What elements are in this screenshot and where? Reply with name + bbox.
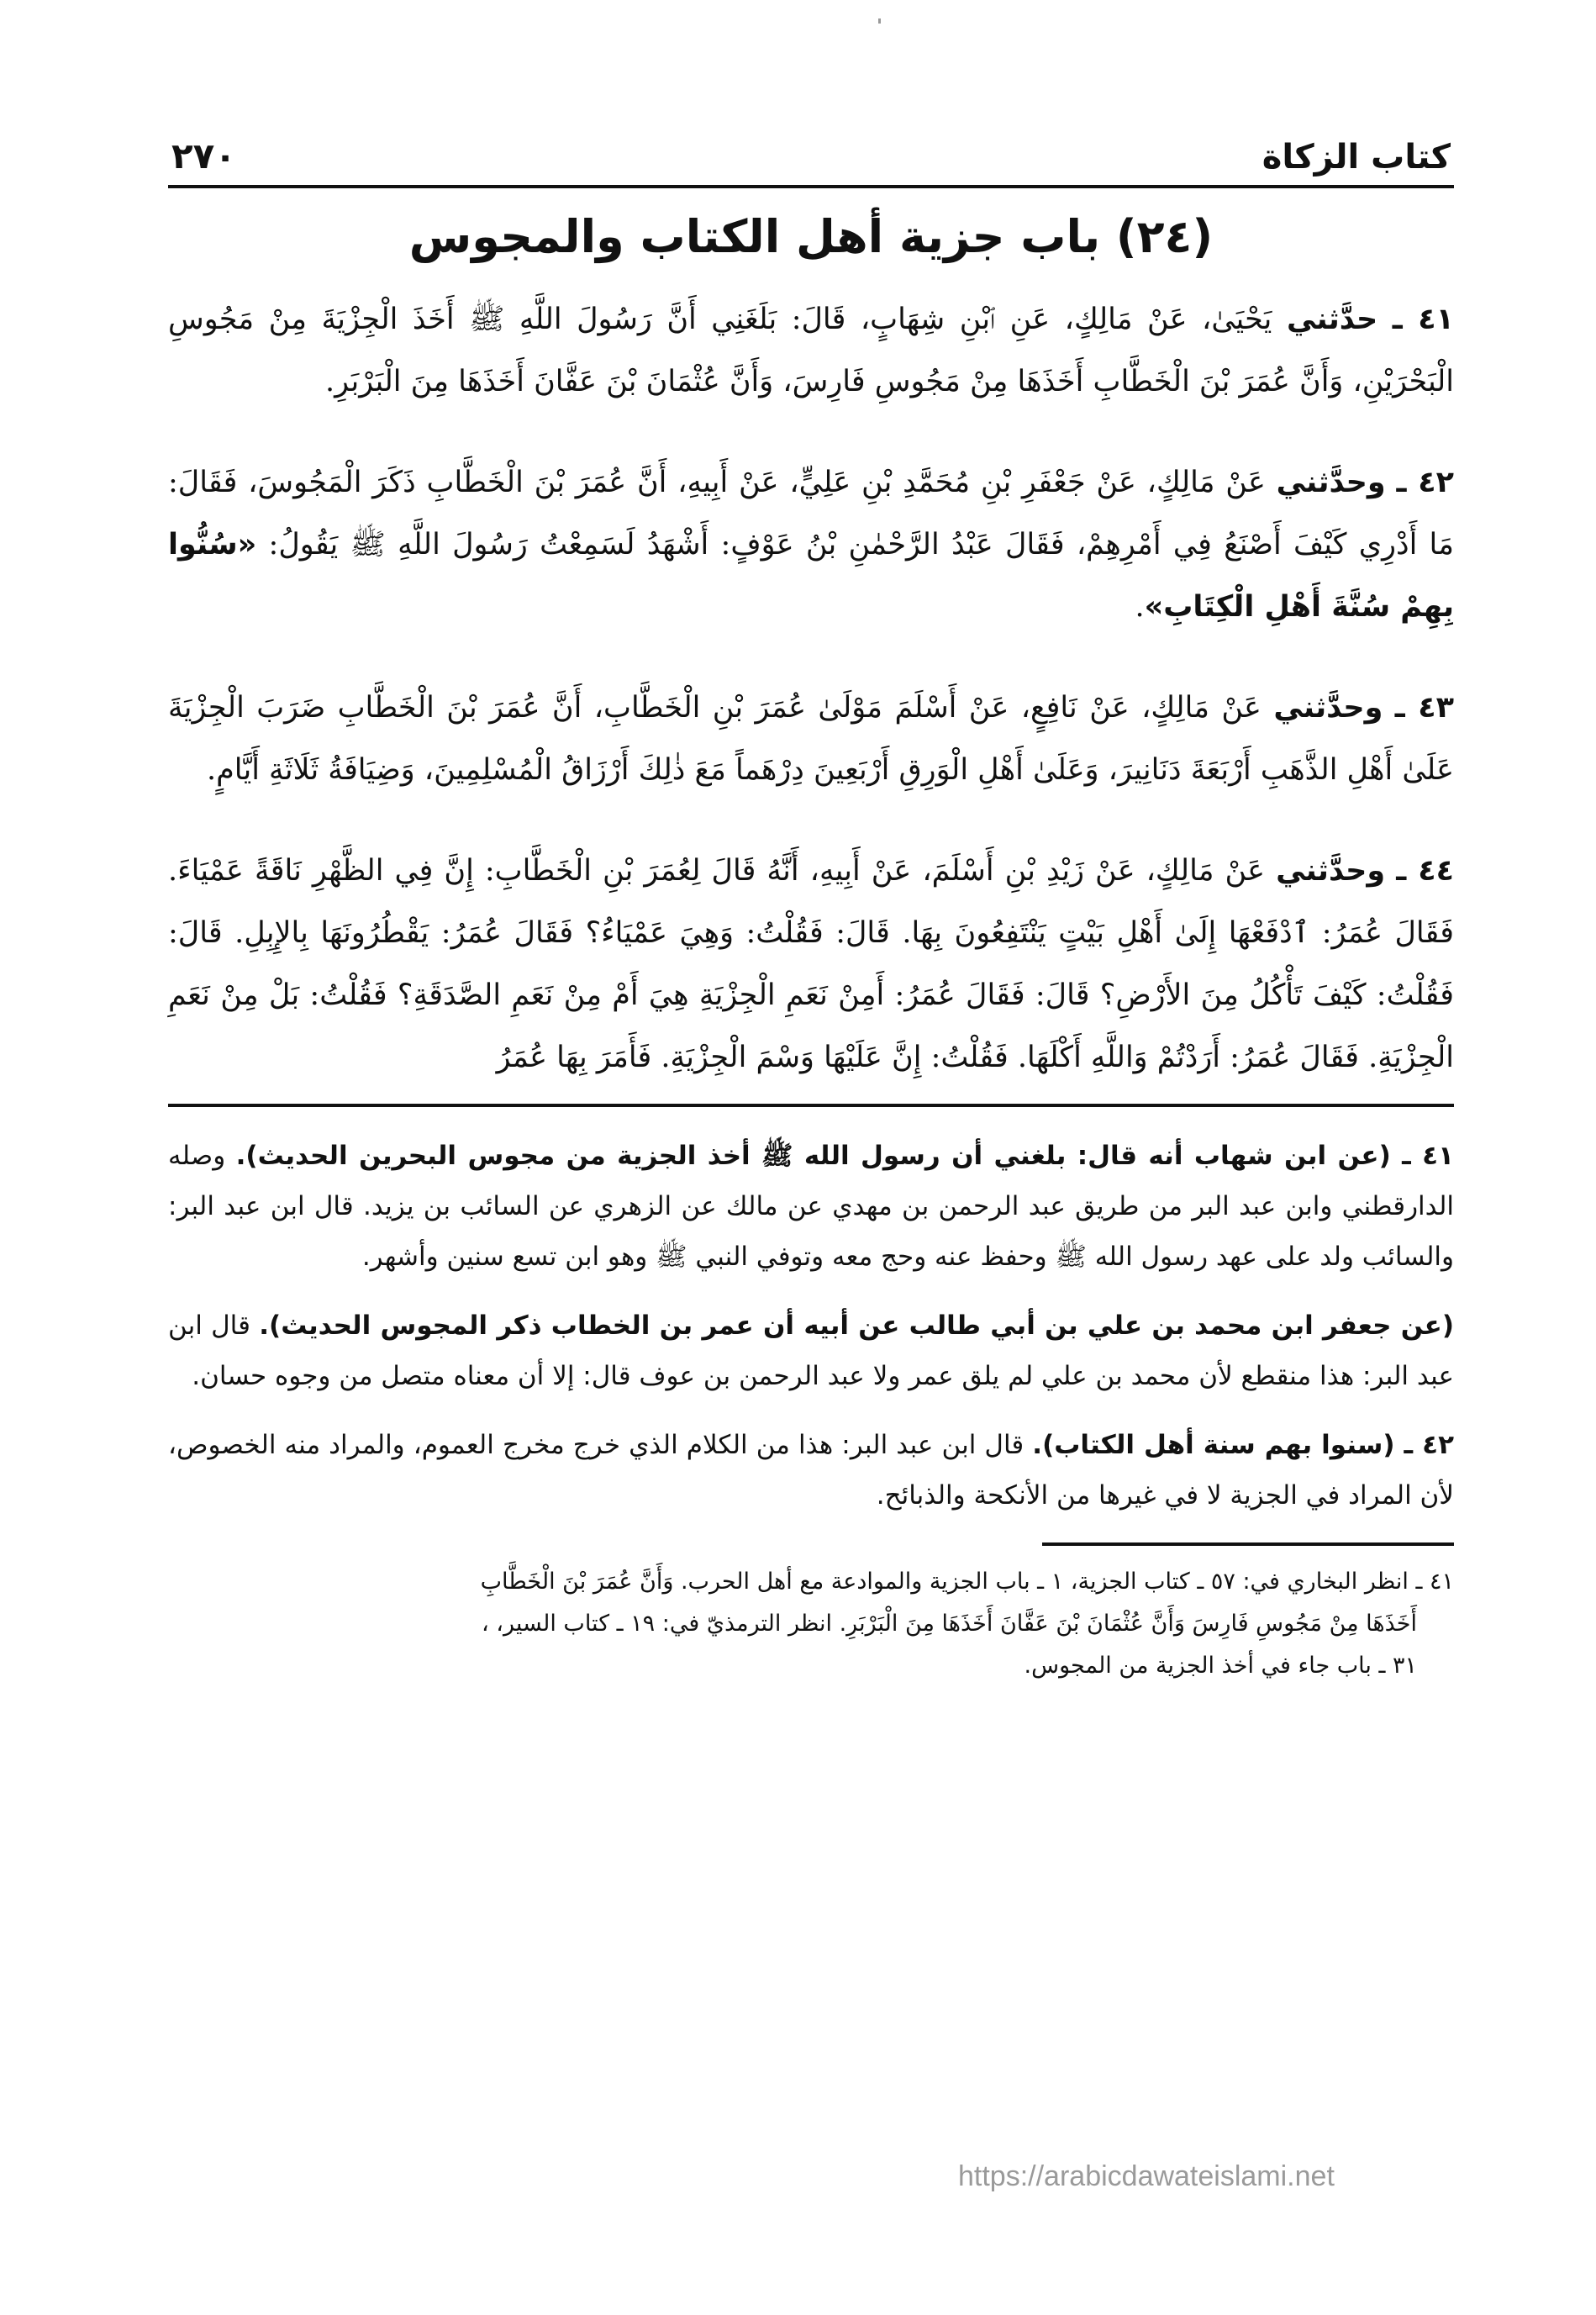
hadith-44 [168, 840, 1454, 1089]
hadith-41 [168, 288, 1454, 413]
chapter-title: (٢٤) باب جزية أهل الكتاب والمجوس [408, 210, 1214, 263]
hadith-number: ٤٢ ـ [1396, 466, 1454, 499]
page-number: ٢٧٠ [171, 135, 236, 177]
commentary-heading: (عن جعفر ابن محمد بن علي بن أبي طالب عن أبيه أن عمر بن الخطاب ذكر المجوس الحديث). [259, 1310, 1454, 1341]
commentary-heading: ٤١ ـ (عن ابن شهاب أنه قال: بلغني أن رسول الله ﷺ أخذ الجزية من مجوس البحرين الحديث). [235, 1141, 1454, 1171]
hadith-number: ٤٣ ـ [1394, 691, 1454, 725]
commentary-text: قال ابن عبد البر: هذا من الكلام الذي خرج مخرج العموم، والمراد منه الخصوص، لأن المراد في الجزية لا في غيرها من الأنكحة والذبائح. [168, 1430, 1454, 1511]
hadith-42 [168, 451, 1454, 638]
commentary-heading: ٤٢ ـ (سنوا بهم سنة أهل الكتاب). [1032, 1430, 1454, 1460]
footnote-line: ٣١ ـ باب جاء في أخذ الجزية من المجوس. [1024, 1653, 1417, 1679]
scan-speck [878, 18, 881, 24]
hadith-tail: . [1135, 590, 1145, 624]
commentary-41 [168, 1131, 1454, 1282]
commentary-text: وصله الدارقطني وابن عبد البر من طريق عبد الرحمن بن مهدي عن مالك عن الزهري عن السائب بن يزيد. قال ابن عبد البر: والسائب ولد على عهد رسول الله ﷺ وحفظ عنه وحج معه وتوفي النبي ﷺ وهو ابن تسع سنين وأشهر. [168, 1141, 1454, 1272]
hadith-43 [168, 677, 1454, 801]
hadith-lead: وحدَّثني [1276, 854, 1386, 888]
page-header [168, 109, 1454, 188]
hadith-lead: وحدَّثني [1273, 691, 1383, 725]
site-watermark: https://arabicdawateislami.net [958, 2160, 1335, 2192]
commentary-42 [168, 1420, 1454, 1521]
commentary-divider [168, 1104, 1454, 1107]
commentary-jafar [168, 1300, 1454, 1401]
commentary-text: قال ابن عبد البر: هذا منقطع لأن محمد بن علي لم يلق عمر ولا عبد الرحمن بن عوف قال: إلا أن معناه متصل من وجوه حسان. [168, 1310, 1454, 1391]
footnote-divider-wrap [168, 1542, 1454, 1546]
hadith-text: عَنْ مَالِكٍ، عَنْ نَافِعٍ، عَنْ أَسْلَمَ مَوْلَىٰ عُمَرَ بْنِ الْخَطَّابِ، أَنَّ عُمَرَ بْنَ الْخَطَّابِ ضَرَبَ الْجِزْيَةَ عَلَىٰ أَهْلِ الذَّهَبِ أَرْبَعَةَ دَنَانِيرَ، وَعَلَىٰ أَهْلِ الْوَرِقِ أَرْبَعِينَ دِرْهَماً مَعَ ذٰلِكَ أَرْزَاقُ الْمُسْلِمِينَ، وَضِيَافَةُ ثَلَاثَةِ أَيَّامٍ. [168, 691, 1454, 787]
hadith-text: عَنْ مَالِكٍ، عَنْ زَيْدِ بْنِ أَسْلَمَ، عَنْ أَبِيهِ، أَنَّهُ قَالَ لِعُمَرَ بْنِ الْخَطَّابِ: إِنَّ فِي الظَّهْرِ نَاقَةً عَمْيَاءَ. فَقَالَ عُمَرُ: ٱدْفَعْهَا إِلَىٰ أَهْلِ بَيْتٍ يَنْتَفِعُونَ بِهَا. قَالَ: فَقُلْتُ: وَهِيَ عَمْيَاءُ؟ فَقَالَ عُمَرُ: يَقْطُرُونَهَا بِالإِبِلِ. قَالَ: فَقُلْتُ: كَيْفَ تَأْكُلُ مِنَ الأَرْضِ؟ قَالَ: فَقَالَ عُمَرُ: أَمِنْ نَعَمِ الْجِزْيَةِ هِيَ أَمْ مِنْ نَعَمِ الصَّدَقَةِ؟ فَقُلْتُ: بَلْ مِنْ نَعَمِ الْجِزْيَةِ. فَقَالَ عُمَرُ: أَرَدْتُمْ وَاللَّهِ أَكْلَهَا. فَقُلْتُ: إِنَّ عَلَيْهَا وَسْمَ الْجِزْيَةِ. فَأَمَرَ بِهَا عُمَرُ [168, 854, 1454, 1074]
book-title: كتاب الزكاة [1262, 138, 1451, 177]
footnote-line: أَخَذَهَا مِنْ مَجُوسِ فَارِسَ وَأَنَّ عُثْمَانَ بْنَ عَفَّانَ أَخَذَهَا مِنَ الْبَرْبَرِ. انظر الترمذيّ في: ١٩ ـ كتاب السير، ، [481, 1611, 1417, 1637]
footnote [168, 1561, 1454, 1687]
footnote-divider [1042, 1542, 1454, 1546]
book-page [168, 109, 1454, 1687]
hadith-lead: حدَّثني [1286, 303, 1378, 336]
hadith-lead: وحدَّثني [1276, 466, 1386, 499]
hadith-text: يَحْيَىٰ، عَنْ مَالِكٍ، عَنِ ٱبْنِ شِهَابٍ، قَالَ: بَلَغَنِي أَنَّ رَسُولَ اللَّهِ ﷺ أَخَذَ الْجِزْيَةَ مِنْ مَجُوسِ الْبَحْرَيْنِ، وَأَنَّ عُمَرَ بْنَ الْخَطَّابِ أَخَذَهَا مِنْ مَجُوسِ فَارِسَ، وَأَنَّ عُثْمَانَ بْنَ عَفَّانَ أَخَذَهَا مِنَ الْبَرْبَرِ. [168, 303, 1454, 398]
hadith-number: ٤٤ ـ [1396, 854, 1454, 888]
hadith-quote: «سُنُّوا بِهِمْ سُنَّةَ أَهْلِ الْكِتَابِ» [168, 528, 1454, 624]
hadith-text: عَنْ مَالِكٍ، عَنْ جَعْفَرِ بْنِ مُحَمَّدِ بْنِ عَلِيٍّ، عَنْ أَبِيهِ، أَنَّ عُمَرَ بْنَ الْخَطَّابِ ذَكَرَ الْمَجُوسَ، فَقَالَ: مَا أَدْرِي كَيْفَ أَصْنَعُ فِي أَمْرِهِمْ، فَقَالَ عَبْدُ الرَّحْمٰنِ بْنُ عَوْفٍ: أَشْهَدُ لَسَمِعْتُ رَسُولَ اللَّهِ ﷺ يَقُولُ: [168, 466, 1454, 562]
hadith-number: ٤١ ـ [1392, 303, 1454, 336]
footnote-line: ٤١ ـ انظر البخاري في: ٥٧ ـ كتاب الجزية، ١ ـ باب الجزية والموادعة مع أهل الحرب. وَأَنَّ عُمَرَ بْنَ الْخَطَّابِ [480, 1569, 1454, 1595]
